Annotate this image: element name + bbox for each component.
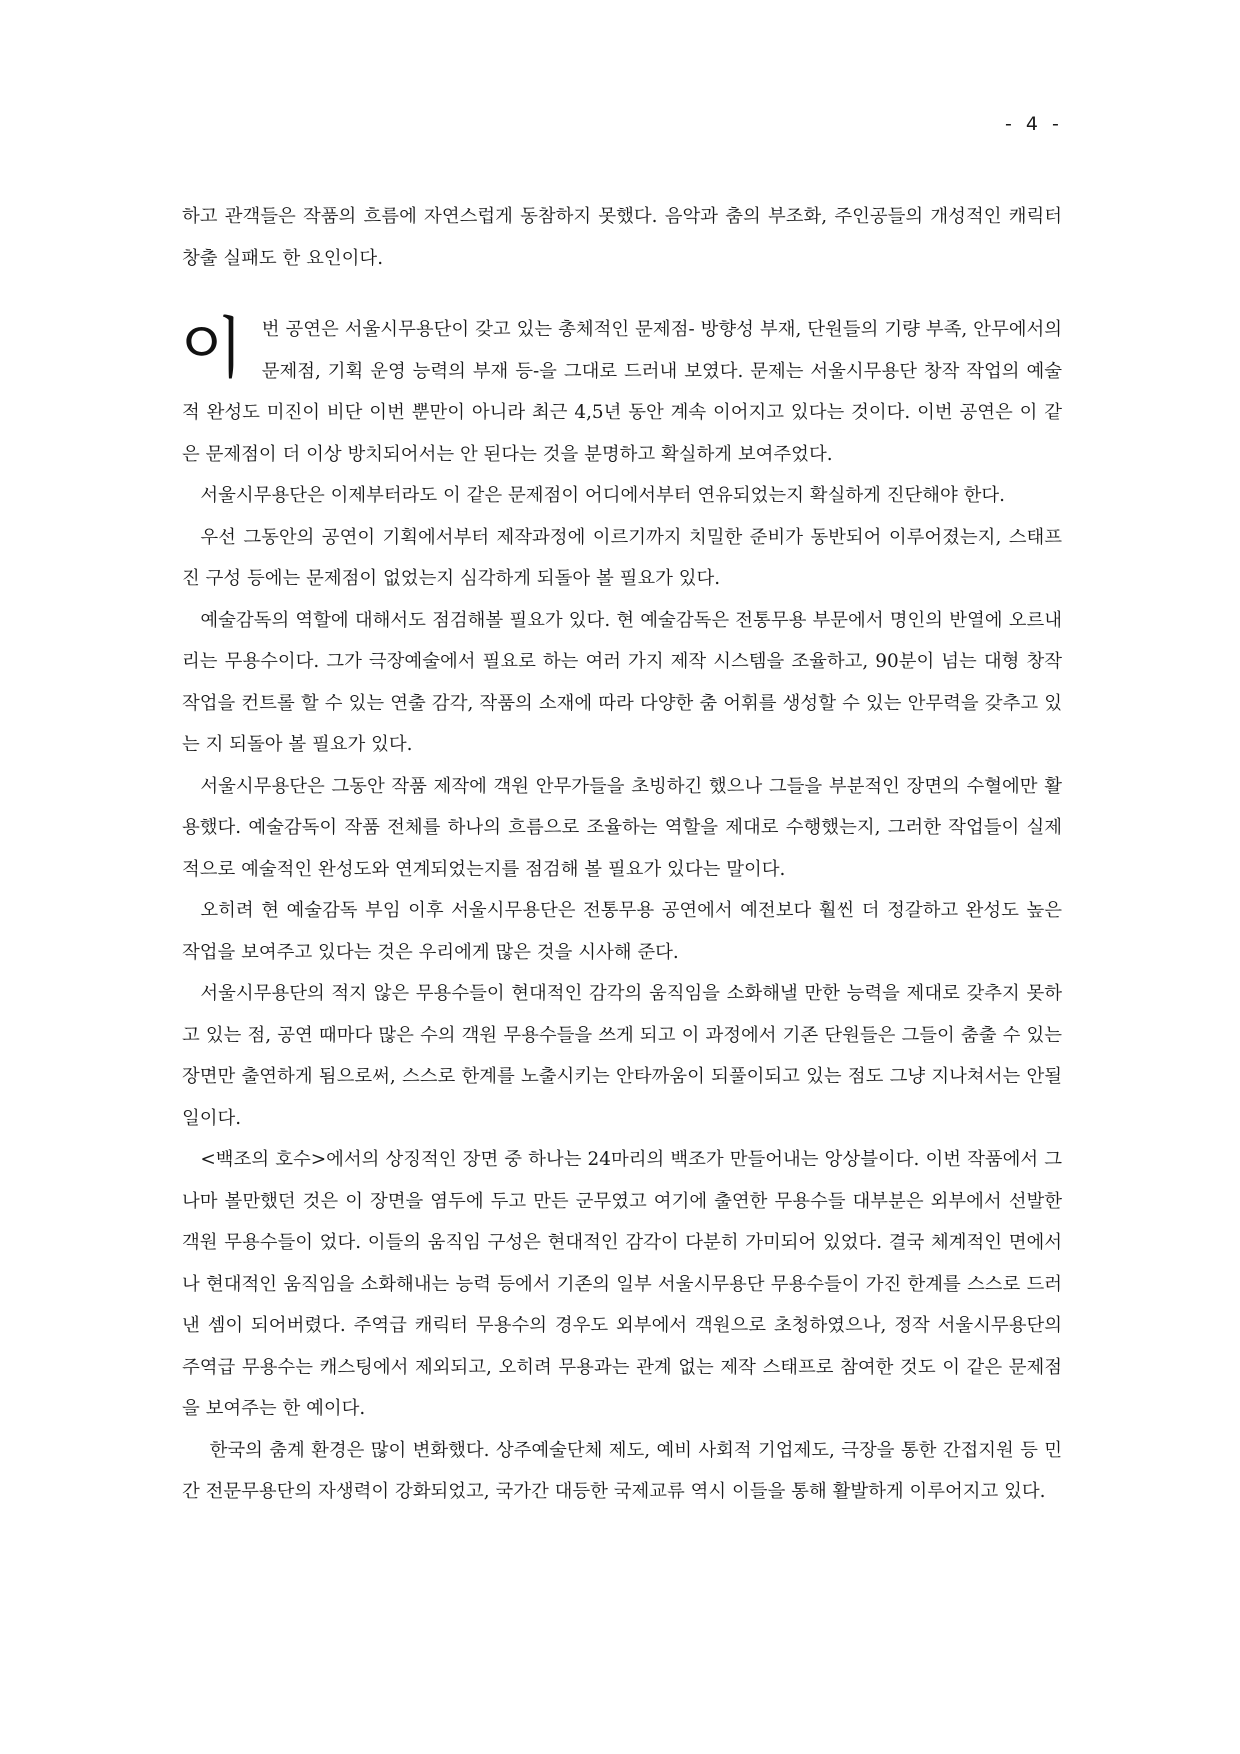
article-body: [182, 196, 1062, 1513]
paragraph-with-dropcap: [182, 309, 1062, 475]
paragraph-text: 번 공연은 서울시무용단이 갖고 있는 총체적인 문제점- 방향성 부재, 단원들의 기량 부족, 안무에서의 문제점, 기획 운영 능력의 부재 등-을 그대로 드러내 보였다. 문제는 서울시무용단 창작 작업의 예술적 완성도 미진이 비단 이번 뿐만이 아니라 최근 4,5년 동안 계속 이어지고 있다는 것이다. 이번 공연은 이 같은 문제점이 더 이상 방치되어서는 안 된다는 것을 분명하고 확실하게 보여주었다.: [182, 319, 1062, 465]
paragraph: 서울시무용단은 이제부터라도 이 같은 문제점이 어디에서부터 연유되었는지 확실하게 진단해야 한다.: [200, 485, 1005, 506]
paragraph: 한국의 춤계 환경은 많이 변화했다. 상주예술단체 제도, 예비 사회적 기업제도, 극장을 통한 간접지원 등 민간 전문무용단의 자생력이 강화되었고, 국가간 대등한 국제교류 역시 이들을 통해 활발하게 이루어지고 있다.: [182, 1439, 1062, 1502]
paragraph: 오히려 현 예술감독 부임 이후 서울시무용단은 전통무용 공연에서 예전보다 훨씬 더 정갈하고 완성도 높은 작업을 보여주고 있다는 것은 우리에게 많은 것을 시사해 준다.: [182, 900, 1062, 963]
page-number: - 4 -: [1005, 113, 1063, 135]
paragraph: 예술감독의 역할에 대해서도 점검해볼 필요가 있다. 현 예술감독은 전통무용 부문에서 명인의 반열에 오르내리는 무용수이다. 그가 극장예술에서 필요로 하는 여러 가지 제작 시스템을 조율하고, 90분이 넘는 대형 창작 작업을 컨트롤 할 수 있는 연출 감각, 작품의 소재에 따라 다양한 춤 어휘를 생성할 수 있는 안무력을 갖추고 있는 지 되돌아 볼 필요가 있다.: [182, 609, 1062, 755]
drop-cap: 이: [180, 310, 244, 387]
paragraph: <백조의 호수>에서의 상징적인 장면 중 하나는 24마리의 백조가 만들어내는 앙상블이다. 이번 작품에서 그나마 볼만했던 것은 이 장면을 염두에 두고 만든 군무였고 여기에 출연한 무용수들 대부분은 외부에서 선발한 객원 무용수들이 었다. 이들의 움직임 구성은 현대적인 감각이 다분히 가미되어 있었다. 결국 체계적인 면에서나 현대적인 움직임을 소화해내는 능력 등에서 기존의 일부 서울시무용단 무용수들이 가진 한계를 스스로 드러낸 셈이 되어버렸다. 주역급 캐릭터 무용수의 경우도 외부에서 객원으로 초청하였으나, 정작 서울시무용단의 주역급 무용수는 캐스팅에서 제외되고, 오히려 무용과는 관계 없는 제작 스태프로 참여한 것도 이 같은 문제점을 보여주는 한 예이다.: [182, 1149, 1062, 1419]
paragraph: 우선 그동안의 공연이 기획에서부터 제작과정에 이르기까지 치밀한 준비가 동반되어 이루어졌는지, 스태프진 구성 등에는 문제점이 없었는지 심각하게 되돌아 볼 필요가 있다.: [182, 526, 1062, 589]
paragraph: 서울시무용단은 그동안 작품 제작에 객원 안무가들을 초빙하긴 했으나 그들을 부분적인 장면의 수혈에만 활용했다. 예술감독이 작품 전체를 하나의 흐름으로 조율하는 역할을 제대로 수행했는지, 그러한 작업들이 실제적으로 예술적인 완성도와 연계되었는지를 점검해 볼 필요가 있다는 말이다.: [182, 775, 1062, 880]
paragraph: 하고 관객들은 작품의 흐름에 자연스럽게 동참하지 못했다. 음악과 춤의 부조화, 주인공들의 개성적인 캐릭터 창출 실패도 한 요인이다.: [182, 206, 1062, 269]
paragraph: 서울시무용단의 적지 않은 무용수들이 현대적인 감각의 움직임을 소화해낼 만한 능력을 제대로 갖추지 못하고 있는 점, 공연 때마다 많은 수의 객원 무용수들을 쓰게 되고 이 과정에서 기존 단원들은 그들이 춤출 수 있는 장면만 출연하게 됨으로써, 스스로 한계를 노출시키는 안타까움이 되풀이되고 있는 점도 그냥 지나쳐서는 안될 일이다.: [182, 983, 1062, 1129]
